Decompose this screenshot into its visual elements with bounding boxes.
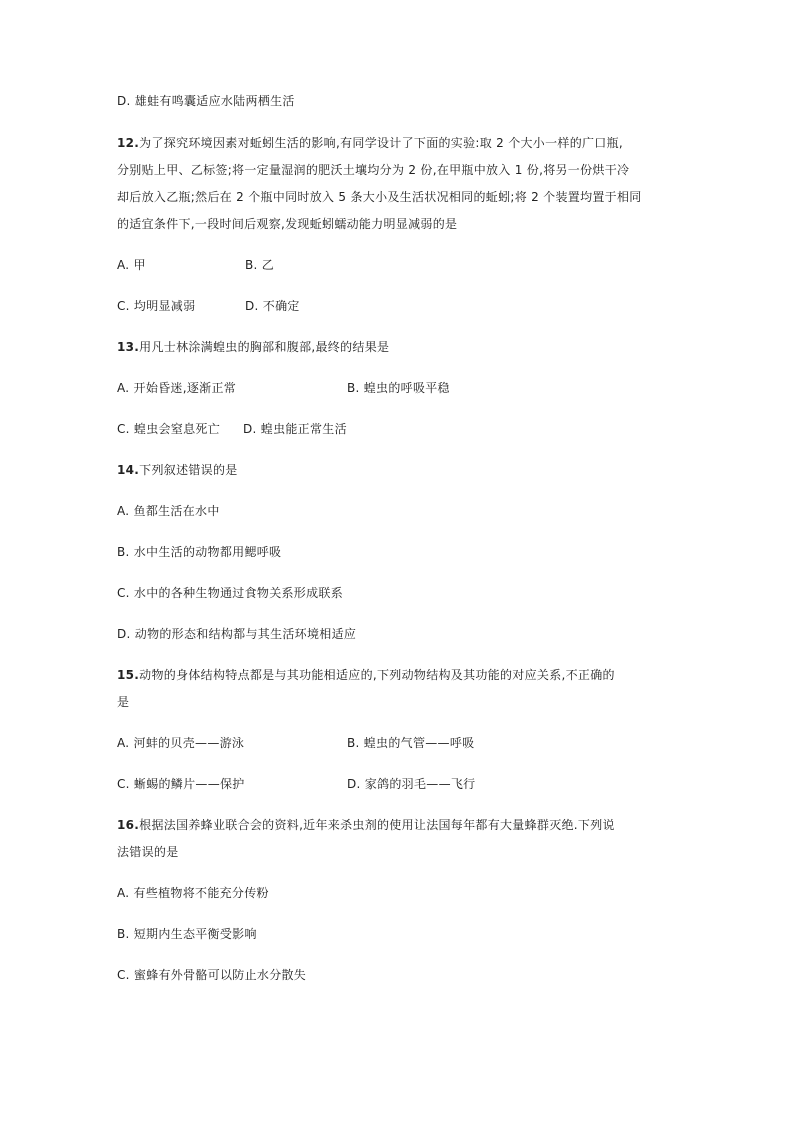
q16-option-a: A. 有些植物将不能充分传粉 (117, 886, 269, 900)
q15-text-1: 动物的身体结构特点都是与其功能相适应的,下列动物结构及其功能的对应关系,不正确的 (139, 668, 615, 682)
q12-text-1: 为了探究环境因素对蚯蚓生活的影响,有同学设计了下面的实验:取 2 个大小一样的广口瓶, (139, 136, 624, 150)
q15-number: 15. (117, 668, 140, 682)
q16-number: 16. (117, 818, 140, 832)
q15-option-b: B. 蝗虫的气管——呼吸 (347, 736, 475, 750)
q12-option-d: D. 不确定 (245, 299, 300, 313)
q13-option-d: D. 蝗虫能正常生活 (243, 422, 347, 436)
q12-number: 12. (117, 136, 140, 150)
q13-option-b: B. 蝗虫的呼吸平稳 (347, 381, 450, 395)
q13-option-a: A. 开始昏迷,逐渐正常 (117, 381, 237, 395)
q11-option-d: D. 雄蛙有鸣囊适应水陆两栖生活 (117, 94, 295, 108)
q12-stem-line-4: 的适宜条件下,一段时间后观察,发现蚯蚓蠕动能力明显减弱的是 (117, 217, 458, 231)
q13-stem (117, 339, 389, 355)
q16-text-1: 根据法国养蜂业联合会的资料,近年来杀虫剂的使用让法国每年都有大量蜂群灭绝.下列说 (139, 818, 615, 832)
q12-stem-line-3: 却后放入乙瓶;然后在 2 个瓶中同时放入 5 条大小及生活状况相同的蚯蚓;将 2 个装置均置于相同 (117, 190, 642, 204)
q12-stem-line-2: 分别贴上甲、乙标签;将一定量湿润的肥沃土壤均分为 2 份,在甲瓶中放入 1 份,将另一份烘干冷 (117, 163, 630, 177)
q14-option-b: B. 水中生活的动物都用鳃呼吸 (117, 545, 282, 559)
q12-option-c: C. 均明显减弱 (117, 299, 196, 313)
q15-stem-line-2: 是 (117, 695, 130, 709)
q14-option-c: C. 水中的各种生物通过食物关系形成联系 (117, 586, 344, 600)
q15-option-d: D. 家鸽的羽毛——飞行 (347, 777, 476, 791)
q14-stem (117, 462, 238, 478)
q14-option-d: D. 动物的形态和结构都与其生活环境相适应 (117, 627, 357, 641)
q15-stem-line-1 (117, 667, 615, 683)
q13-number: 13. (117, 340, 140, 354)
q16-option-c: C. 蜜蜂有外骨骼可以防止水分散失 (117, 968, 307, 982)
q15-option-a: A. 河蚌的贝壳——游泳 (117, 736, 245, 750)
q15-option-c: C. 蜥蜴的鳞片——保护 (117, 777, 245, 791)
q16-stem-line-1 (117, 817, 615, 833)
q14-text: 下列叙述错误的是 (139, 463, 238, 477)
q12-option-b: B. 乙 (245, 258, 275, 272)
q12-option-a: A. 甲 (117, 258, 146, 272)
q16-stem-line-2: 法错误的是 (117, 845, 179, 859)
q13-option-c: C. 蝗虫会窒息死亡 (117, 422, 221, 436)
q16-option-b: B. 短期内生态平衡受影响 (117, 927, 257, 941)
q12-stem-line-1 (117, 135, 623, 151)
q14-number: 14. (117, 463, 140, 477)
q13-text: 用凡士林涂满蝗虫的胸部和腹部,最终的结果是 (139, 340, 390, 354)
q14-option-a: A. 鱼都生活在水中 (117, 504, 220, 518)
